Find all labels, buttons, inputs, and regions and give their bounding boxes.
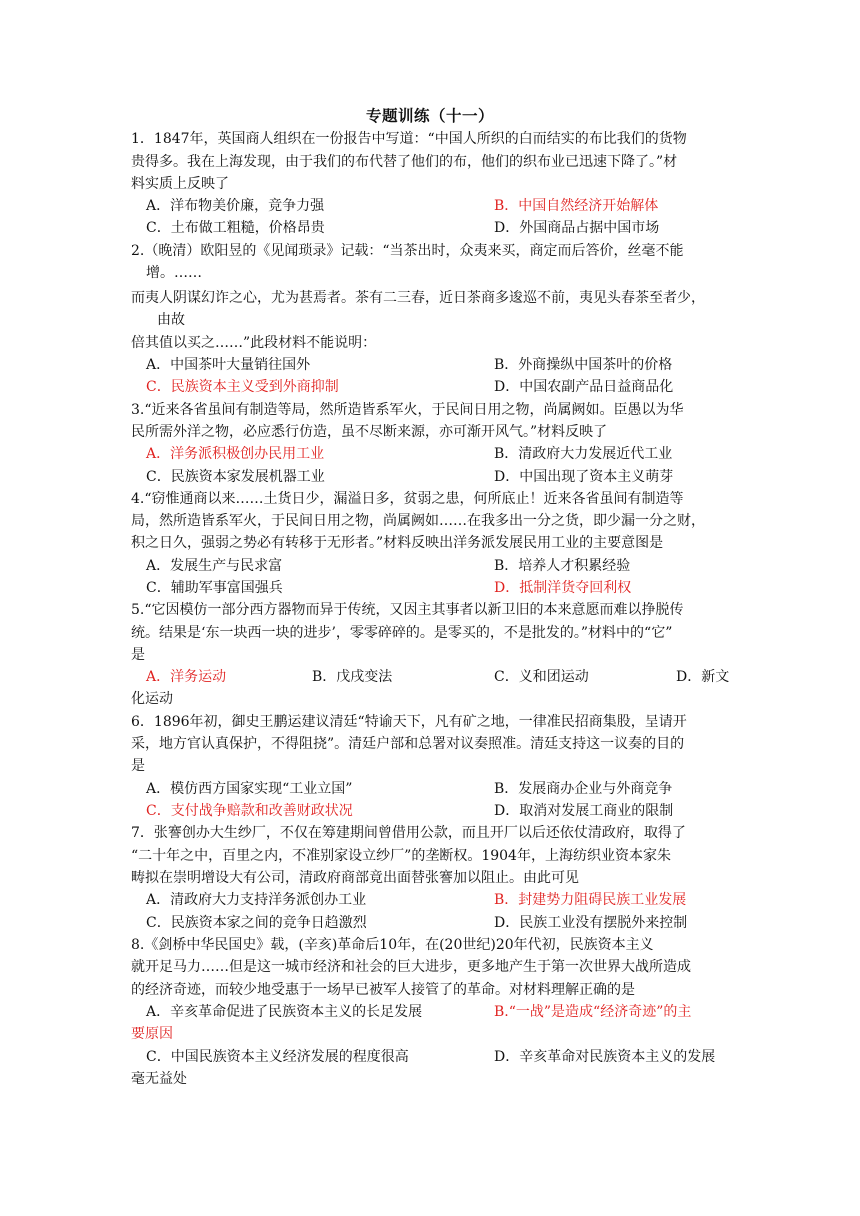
q2-stem-line-3: 而夷人阴谋幻诈之心，尤为甚焉者。茶有二三春，近日茶商多逡巡不前，夷见头春茶至者少， [131, 290, 705, 306]
q1-option-d: D．外国商品占据中国市场 [494, 220, 660, 236]
q4-stem-line-3: 积之日久，强弱之势必有转移于无形者。”材料反映出洋务派发展民用工业的主要意图是 [131, 535, 664, 551]
q1-option-a: A．洋布物美价廉，竞争力强 [146, 198, 325, 214]
q7-stem-line-1: 7．张謇创办大生纱厂，不仅在筹建期间曾借用公款，而且开厂以后还依仗清政府，取得了 [131, 825, 686, 841]
q8-stem-line-1: 8.《剑桥中华民国史》载，(辛亥)革命后10年，在(20世纪)20年代初，民族资本主义 [131, 937, 654, 953]
q6-option-c-answer: C．支付战争赔款和改善财政状况 [146, 803, 353, 819]
q3-stem-line-2: 民所需外洋之物，必应悉行仿造，虽不尽断来源，亦可渐开风气。”材料反映了 [131, 424, 608, 440]
q4-option-b: B．培养人才积累经验 [494, 558, 631, 574]
q6-stem-line-2: 采，地方官认真保护，不得阻挠”。清廷户部和总署对议奏照准。清廷支持这一议奏的目的 [131, 736, 685, 752]
q2-stem-line-5: 倍其值以买之……”此段材料不能说明： [131, 335, 377, 351]
q7-stem-line-3: 畴拟在崇明增设大有公司，清政府商部竟出面替张謇加以阻止。由此可见 [131, 870, 579, 886]
q1-option-c: C．土布做工粗糙，价格昂贵 [146, 220, 325, 236]
q2-option-d: D．中国农副产品日益商品化 [494, 379, 674, 395]
q3-option-a-answer: A．洋务派积极创办民用工业 [146, 446, 325, 462]
q1-stem-line-2: 贵得多。我在上海发现，由于我们的布代替了他们的布，他们的织布业已迅速下降了。”材 [131, 154, 678, 170]
q8-option-d-continued: 毫无益处 [131, 1071, 187, 1087]
q7-option-a: A．清政府大力支持洋务派创办工业 [146, 892, 367, 908]
q5-option-b: B．戊戌变法 [312, 669, 393, 685]
q8-option-d: D．辛亥革命对民族资本主义的发展 [494, 1049, 716, 1065]
q3-option-d: D．中国出现了资本主义萌芽 [494, 469, 674, 485]
q1-stem-line-3: 料实质上反映了 [131, 176, 229, 192]
page-title: 专题训练（十一） [365, 107, 494, 125]
q6-option-b: B．发展商办企业与外商竞争 [494, 781, 673, 797]
q2-stem-line-4: 由故 [157, 312, 185, 328]
q2-option-a: A．中国茶叶大量销往国外 [146, 357, 311, 373]
q1-option-b-answer: B．中国自然经济开始解体 [494, 198, 659, 214]
q3-option-c: C．民族资本家发展机器工业 [146, 469, 325, 485]
q5-stem-line-2: 统。结果是‘东一块西一块的进步’，零零碎碎的。是零买的，不是批发的。”材料中的“它” [131, 625, 673, 641]
q6-stem-line-3: 是 [131, 758, 145, 774]
q6-option-a: A．模仿西方国家实现“工业立国” [146, 781, 353, 797]
q4-stem-line-1: 4.“窃惟通商以来……土货日少，漏溢日多，贫弱之患，何所底止！近来各省虽间有制造等 [131, 491, 684, 507]
q7-stem-line-2: “二十年之中，百里之内，不准别家设立纱厂”的垄断权。1904年，上海纺织业资本家朱 [131, 848, 671, 864]
q8-option-b-answer-continued: 要原因 [131, 1026, 173, 1042]
q6-option-d: D．取消对发展工商业的限制 [494, 803, 674, 819]
q6-stem-line-1: 6．1896年初，御史王鹏运建议清廷“特谕天下，凡有矿之地，一律准民招商集股，呈请开 [131, 714, 687, 730]
q8-option-a: A．辛亥革命促进了民族资本主义的长足发展 [146, 1004, 423, 1020]
q5-option-a-answer: A．洋务运动 [146, 669, 227, 685]
q7-option-d: D．民族工业没有摆脱外来控制 [494, 915, 688, 931]
q5-option-d: D．新文 [676, 669, 730, 685]
q5-stem-line-1: 5.“它因模仿一部分西方器物而异于传统，又因主其事者以新卫旧的本来意愿而难以挣脱传 [131, 602, 684, 618]
q2-stem-line-1: 2.（晚清）欧阳昱的《见闻琐录》记载：“当茶出时，众夷来买，商定而后答价，丝毫不能 [131, 243, 684, 259]
q7-option-c: C．民族资本家之间的竞争日趋激烈 [146, 915, 367, 931]
q2-option-b: B．外商操纵中国茶叶的价格 [494, 357, 673, 373]
q8-stem-line-2: 就开足马力……但是这一城市经济和社会的巨大进步，更多地产生于第一次世界大战所造成 [131, 959, 691, 975]
q8-option-b-answer: B.“一战”是造成“经济奇迹”的主 [494, 1004, 692, 1020]
q2-stem-line-2: 增。…… [146, 265, 202, 281]
q4-stem-line-2: 局，然所造皆系军火，于民间日用之物，尚属阙如……在我多出一分之货，即少漏一分之财， [131, 513, 705, 529]
q5-stem-line-3: 是 [131, 647, 145, 663]
q2-option-c-answer: C．民族资本主义受到外商抑制 [146, 379, 339, 395]
q8-option-c: C．中国民族资本主义经济发展的程度很高 [146, 1049, 409, 1065]
q7-option-b-answer: B．封建势力阻碍民族工业发展 [494, 892, 687, 908]
q1-stem-line-1: 1．1847年，英国商人组织在一份报告中写道：“中国人所织的白而结实的布比我们的货物 [131, 131, 687, 147]
q4-option-a: A．发展生产与民求富 [146, 558, 283, 574]
q4-option-c: C．辅助军事富国强兵 [146, 580, 283, 596]
q5-option-d-continued: 化运动 [131, 691, 173, 707]
q5-option-c: C．义和团运动 [494, 669, 589, 685]
q4-option-d-answer: D．抵制洋货夺回利权 [494, 580, 632, 596]
q3-stem-line-1: 3.“近来各省虽间有制造等局，然所造皆系军火，于民间日用之物，尚属阙如。臣愚以为华 [131, 402, 684, 418]
q3-option-b: B．清政府大力发展近代工业 [494, 446, 673, 462]
q8-stem-line-3: 的经济奇迹，而较少地受惠于一场早已被军人接管了的革命。对材料理解正确的是 [131, 982, 635, 998]
